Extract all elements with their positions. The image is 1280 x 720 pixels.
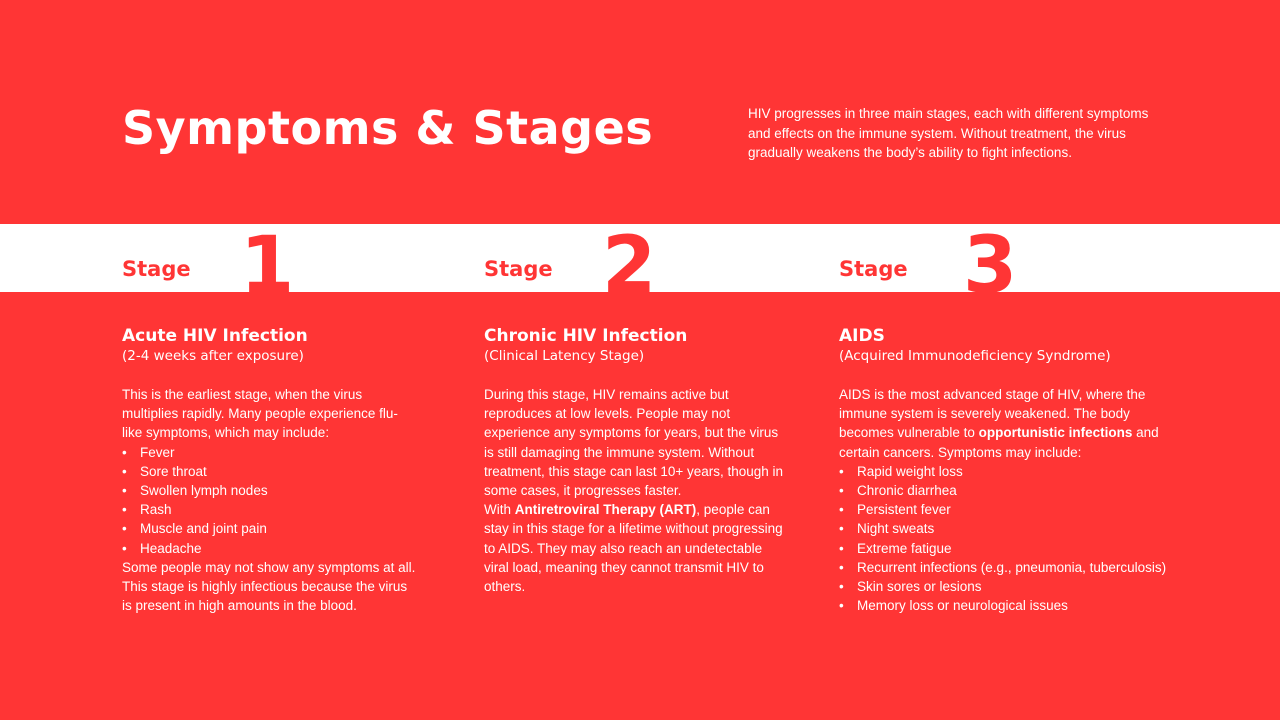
bullet-icon: • (839, 521, 844, 537)
text-fragment: AIDS is the most advanced stage of HIV, where the immune system is severely weakened. The body becomes vulnerable to (839, 387, 1146, 441)
bullet-icon: • (122, 463, 127, 479)
list-item-text: Memory loss or neurological issues (857, 598, 1068, 614)
stage-3-column (839, 326, 1169, 615)
stage-1-column (122, 326, 418, 615)
stage-1-subtitle: (2-4 weeks after exposure) (122, 348, 304, 364)
list-item (839, 539, 1169, 558)
stage-3-label: Stage (839, 257, 908, 281)
stage-2-number: 2 (602, 224, 657, 292)
stage-1-header (122, 224, 295, 292)
bullet-icon: • (839, 579, 844, 595)
bullet-icon: • (122, 483, 127, 499)
stage-1-label: Stage (122, 257, 191, 281)
stage-3-symptom-list (839, 462, 1169, 616)
stage-1-number: 1 (240, 224, 295, 292)
bullet-icon: • (839, 502, 844, 518)
page-title: Symptoms & Stages (122, 101, 654, 155)
list-item-text: Headache (140, 540, 202, 556)
stage-2-header (484, 224, 657, 292)
list-item (839, 500, 1169, 519)
list-item-text: Persistent fever (857, 502, 951, 518)
opportunistic-highlight: opportunistic infections (978, 425, 1133, 441)
stage-2-label: Stage (484, 257, 553, 281)
list-item-text: Skin sores or lesions (857, 579, 982, 595)
list-item (839, 462, 1169, 481)
list-item-text: Muscle and joint pain (140, 521, 267, 537)
stage-3-number: 3 (963, 224, 1018, 292)
list-item (839, 577, 1169, 596)
stage-3-subtitle: (Acquired Immunodeficiency Syndrome) (839, 348, 1111, 364)
bullet-icon: • (839, 483, 844, 499)
text-fragment: , people can stay in this stage for a lifetime without progressing to AIDS. They may also reach an undetectable viral load, meaning they cannot transmit HIV to others. (484, 502, 783, 595)
list-item (122, 539, 418, 558)
bullet-icon: • (122, 521, 127, 537)
intro-text: HIV progresses in three main stages, each with different symptoms and effects on the immune system. Without treatment, the virus gradually weakens the body’s ability to fight infections. (748, 106, 1149, 160)
art-highlight: Antiretroviral Therapy (ART) (514, 502, 697, 518)
bullet-icon: • (839, 598, 844, 614)
stage-3-intro (839, 385, 1169, 462)
list-item (122, 462, 418, 481)
list-item-text: Fever (140, 444, 175, 460)
stage-band (0, 224, 1280, 292)
bullet-icon: • (122, 502, 127, 518)
stage-3-header (839, 224, 1018, 292)
stage-2-subtitle: (Clinical Latency Stage) (484, 348, 645, 364)
list-item (839, 481, 1169, 500)
text-fragment: and certain cancers. Symptoms may include: (839, 425, 1159, 460)
list-item-text: Extreme fatigue (857, 540, 952, 556)
list-item (839, 558, 1169, 577)
list-item-text: Chronic diarrhea (857, 483, 957, 499)
list-item-text: Recurrent infections (e.g., pneumonia, tuberculosis) (857, 559, 1167, 575)
stage-1-intro: This is the earliest stage, when the virus multiplies rapidly. Many people experience flu-like symptoms, which may include: (122, 387, 398, 441)
list-item (122, 500, 418, 519)
list-item (839, 519, 1169, 538)
list-item-text: Swollen lymph nodes (140, 483, 268, 499)
list-item-text: Night sweats (857, 521, 935, 537)
list-item (122, 519, 418, 538)
stage-2-title: Chronic HIV Infection (484, 326, 688, 346)
stage-1-symptom-list (122, 443, 418, 558)
list-item-text: Rash (140, 502, 172, 518)
list-item (122, 481, 418, 500)
bullet-icon: • (839, 463, 844, 479)
stage-1-outro: Some people may not show any symptoms at all. This stage is highly infectious because the virus is present in high amounts in the blood. (122, 559, 416, 614)
stage-2-art-paragraph (484, 500, 784, 596)
bullet-icon: • (122, 444, 127, 460)
stage-3-title: AIDS (839, 326, 885, 346)
bullet-icon: • (839, 559, 844, 575)
list-item-text: Rapid weight loss (857, 463, 963, 479)
stage-1-title: Acute HIV Infection (122, 326, 308, 346)
stage-2-body: During this stage, HIV remains active but reproduces at low levels. People may not experience any symptoms for years, but the virus is still damaging the immune system. Without treatment, this stage can last 10+ years, though in some cases, it progresses faster. (484, 387, 784, 499)
stage-2-column (484, 326, 784, 596)
bullet-icon: • (122, 540, 127, 556)
bullet-icon: • (839, 540, 844, 556)
list-item-text: Sore throat (140, 463, 207, 479)
list-item (839, 596, 1169, 615)
list-item (122, 443, 418, 462)
text-fragment: With (484, 502, 515, 518)
